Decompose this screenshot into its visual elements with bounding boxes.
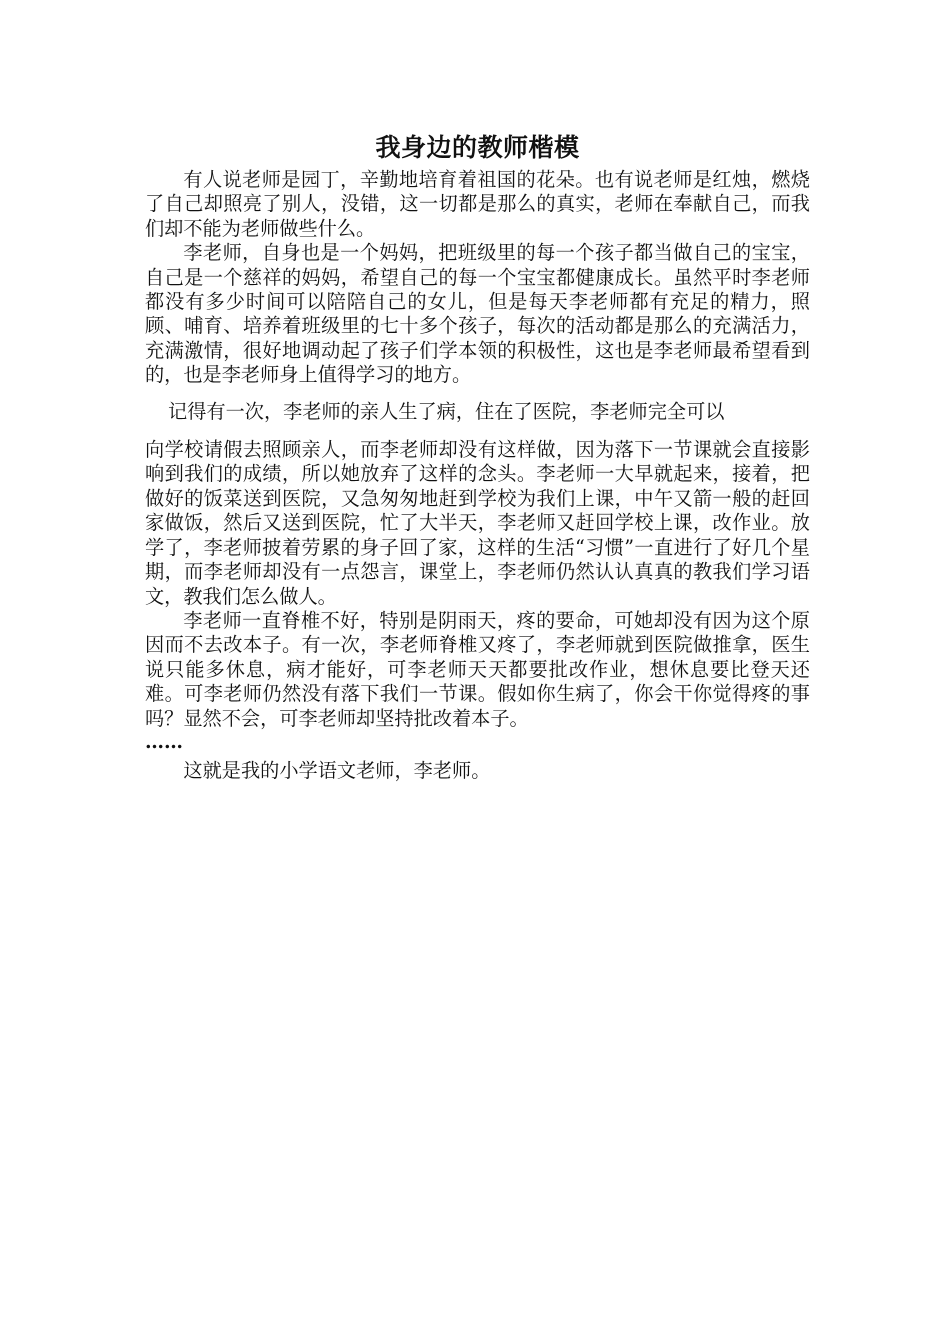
paragraph-spine-illness: 李老师一直脊椎不好，特别是阴雨天，疼的要命，可她却没有因为这个原因而不去改本子。有一次，李老师脊椎又疼了，李老师就到医院做推拿，医生说只能多休息，病才能好，可李老师天天都要批改作业，想休息要比登天还难。可李老师仍然没有落下我们一节课。假如你生病了，你会干你觉得疼的事吗？显然不会，可李老师却坚持批改着本子。 bbox=[145, 608, 810, 730]
closing-sentence: 这就是我的小学语文老师，李老师。 bbox=[183, 758, 491, 782]
paragraph-hospital-continued: 向学校请假去照顾亲人，而李老师却没有这样做，因为落下一节课就会直接影响到我们的成绩，所以她放弃了这样的念头。李老师一大早就起来，接着，把做好的饭菜送到医院，又急匆匆地赶到学校为我们上课，中午又箭一般的赶回家做饭，然后又送到医院，忙了大半天，李老师又赶回学校上课，改作业。放学了，李老师披着劳累的身子回了家，这样的生活“习惯”一直进行了好几个星期，而李老师却没有一点怨言，课堂上，李老师仍然认认真真的教我们学习语文，教我们怎么做人。 bbox=[145, 438, 810, 608]
paragraph-hospital-start: 记得有一次，李老师的亲人生了病，住在了医院，李老师完全可以 bbox=[168, 399, 725, 423]
paragraph-teacher-as-mother: 李老师，自身也是一个妈妈，把班级里的每一个孩子都当做自己的宝宝，自己是一个慈祥的妈妈，希望自己的每一个宝宝都健康成长。虽然平时李老师都没有多少时间可以陪陪自己的女儿，但是每天李老师都有充足的精力，照顾、哺育、培养着班级里的七十多个孩子，每次的活动都是那么的充满活力，充满激情，很好地调动起了孩子们学本领的积极性，这也是李老师最希望看到的，也是李老师身上值得学习的地方。 bbox=[145, 241, 810, 387]
ellipsis-mark: …… bbox=[145, 730, 183, 753]
paragraph-intro: 有人说老师是园丁，辛勤地培育着祖国的花朵。也有说老师是红烛，燃烧了自己却照亮了别人，没错，这一切都是那么的真实，老师在奉献自己，而我们却不能为老师做些什么。 bbox=[145, 168, 810, 240]
document-body bbox=[145, 130, 810, 783]
document-title: 我身边的教师楷模 bbox=[375, 133, 580, 162]
